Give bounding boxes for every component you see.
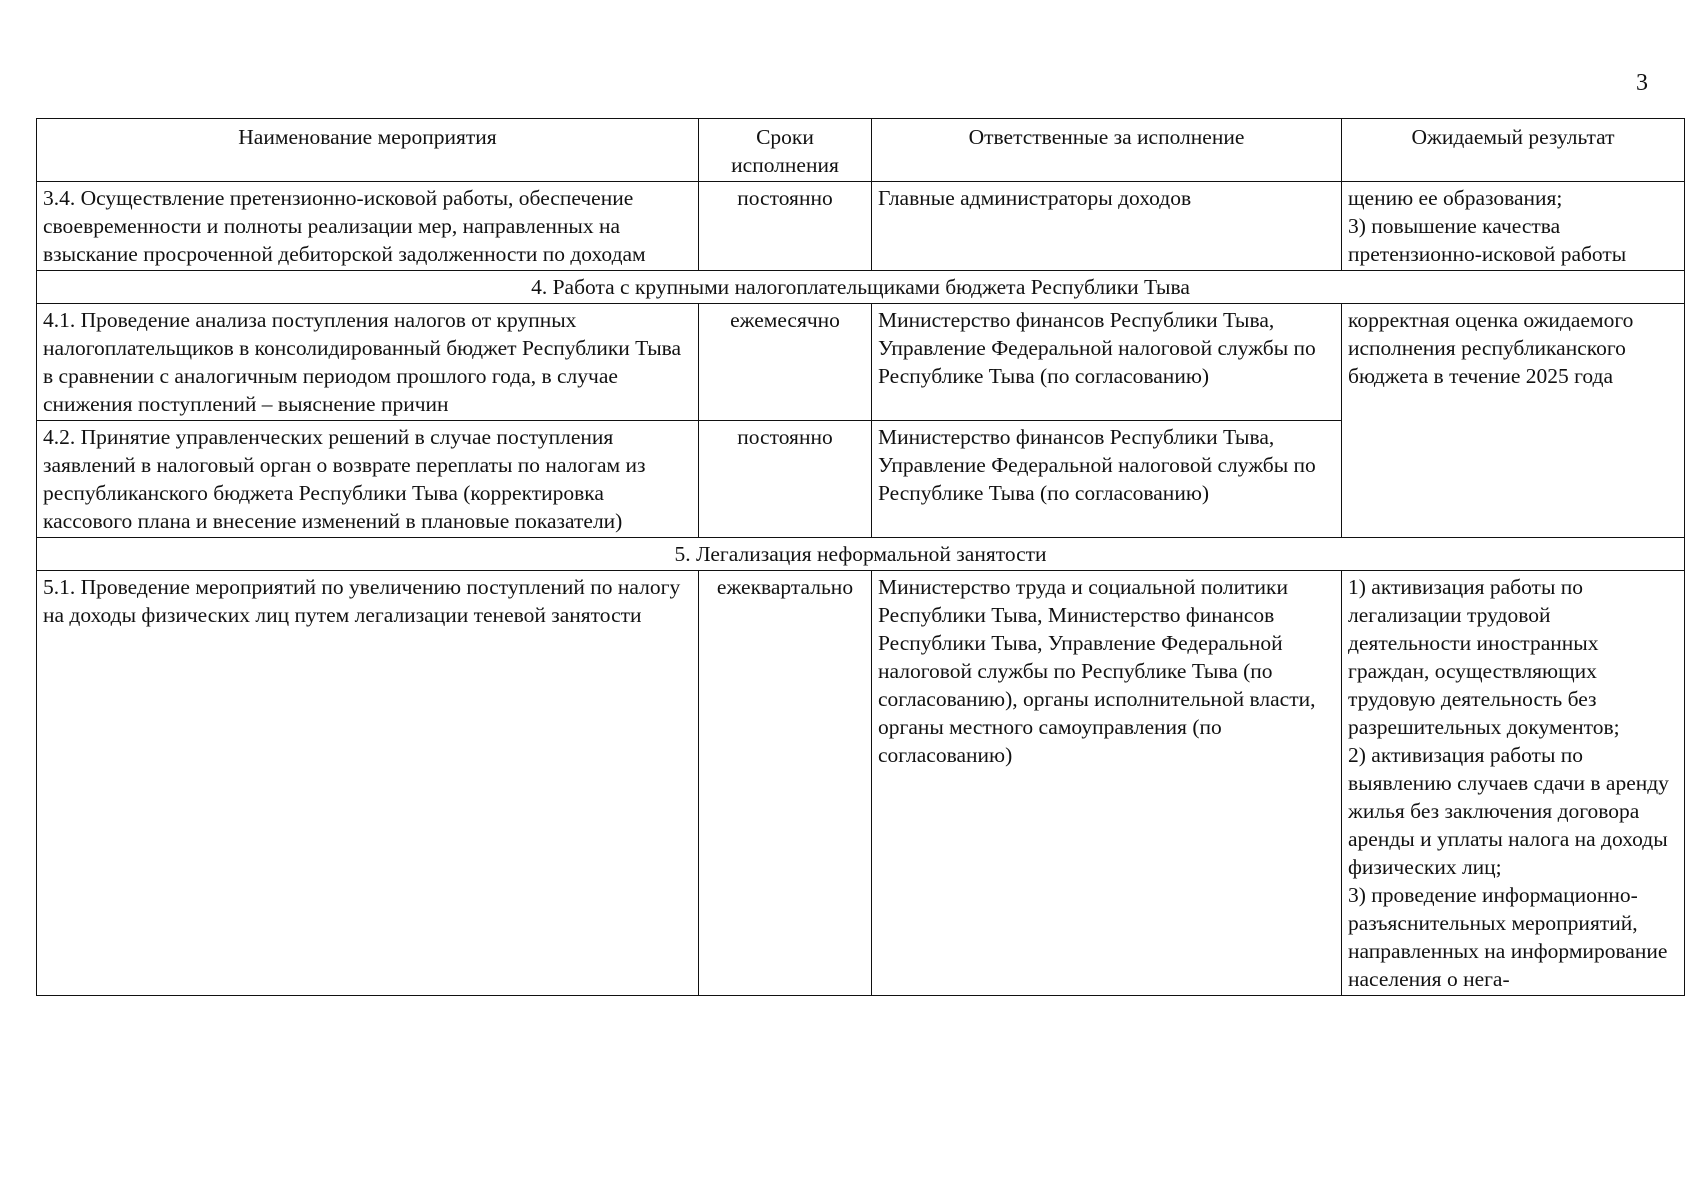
table-row <box>37 304 1685 421</box>
row-4-1-responsible: Министерство финансов Республики Тыва, Управление Федеральной налоговой службы по Республике Тыва (по согласованию) <box>872 304 1342 421</box>
section-row <box>37 538 1685 571</box>
section-4-title: 4. Работа с крупными налогоплательщиками бюджета Республики Тыва <box>37 271 1685 304</box>
row-5-1-term: ежеквартально <box>699 571 872 996</box>
row-4-result: корректная оценка ожидаемого исполнения республиканского бюджета в течение 2025 года <box>1342 304 1685 538</box>
row-3-4-result-line1: щению ее образования; <box>1348 186 1563 210</box>
row-4-1-name: 4.1. Проведение анализа поступления налогов от крупных налогоплательщиков в консолидированный бюджет Республики Тыва в сравнении с аналогичным периодом прошлого года, в случае снижения поступлений – выяснение причин <box>37 304 699 421</box>
header-term: Сроки исполнения <box>699 119 872 182</box>
header-result: Ожидаемый результат <box>1342 119 1685 182</box>
action-plan-table <box>36 118 1685 996</box>
row-5-1-name: 5.1. Проведение мероприятий по увеличению поступлений по налогу на доходы физических лиц путем легализации теневой занятости <box>37 571 699 996</box>
row-5-1-result-item1: 1) активизация работы по легализации трудовой деятельности иностранных граждан, осуществляющих трудовую деятельность без разрешительных документов; <box>1348 575 1620 739</box>
row-4-2-responsible: Министерство финансов Республики Тыва, Управление Федеральной налоговой службы по Республике Тыва (по согласованию) <box>872 421 1342 538</box>
row-4-2-term: постоянно <box>699 421 872 538</box>
row-3-4-result <box>1342 182 1685 271</box>
row-5-1-result-item2: 2) активизация работы по выявлению случаев сдачи в аренду жилья без заключения договора аренды и уплаты налога на доходы физических лиц; <box>1348 743 1669 879</box>
row-4-1-term: ежемесячно <box>699 304 872 421</box>
table-row <box>37 182 1685 271</box>
section-5-title: 5. Легализация неформальной занятости <box>37 538 1685 571</box>
header-name: Наименование мероприятия <box>37 119 699 182</box>
row-3-4-term: постоянно <box>699 182 872 271</box>
row-5-1-result-item3: 3) проведение информационно-разъяснительных мероприятий, направленных на информирование населения о нега- <box>1348 883 1668 991</box>
section-row <box>37 271 1685 304</box>
header-responsible: Ответственные за исполнение <box>872 119 1342 182</box>
row-5-1-responsible: Министерство труда и социальной политики Республики Тыва, Министерство финансов Республики Тыва, Управление Федеральной налоговой службы по Республике Тыва (по согласованию), органы исполнительной власти, органы местного самоуправления (по согласованию) <box>872 571 1342 996</box>
table-row <box>37 571 1685 996</box>
row-3-4-responsible: Главные администраторы доходов <box>872 182 1342 271</box>
row-5-1-result <box>1342 571 1685 996</box>
row-3-4-name: 3.4. Осуществление претензионно-исковой работы, обеспечение своевременности и полноты реализации мер, направленных на взыскание просроченной дебиторской задолженности по доходам <box>37 182 699 271</box>
row-4-2-name: 4.2. Принятие управленческих решений в случае поступления заявлений в налоговый орган о возврате переплаты по налогам из республиканского бюджета Республики Тыва (корректировка кассового плана и внесение изменений в плановые показатели) <box>37 421 699 538</box>
table-header-row <box>37 119 1685 182</box>
page-number: 3 <box>1636 70 1648 96</box>
row-3-4-result-line2: 3) повышение качества претензионно-исковой работы <box>1348 214 1627 266</box>
